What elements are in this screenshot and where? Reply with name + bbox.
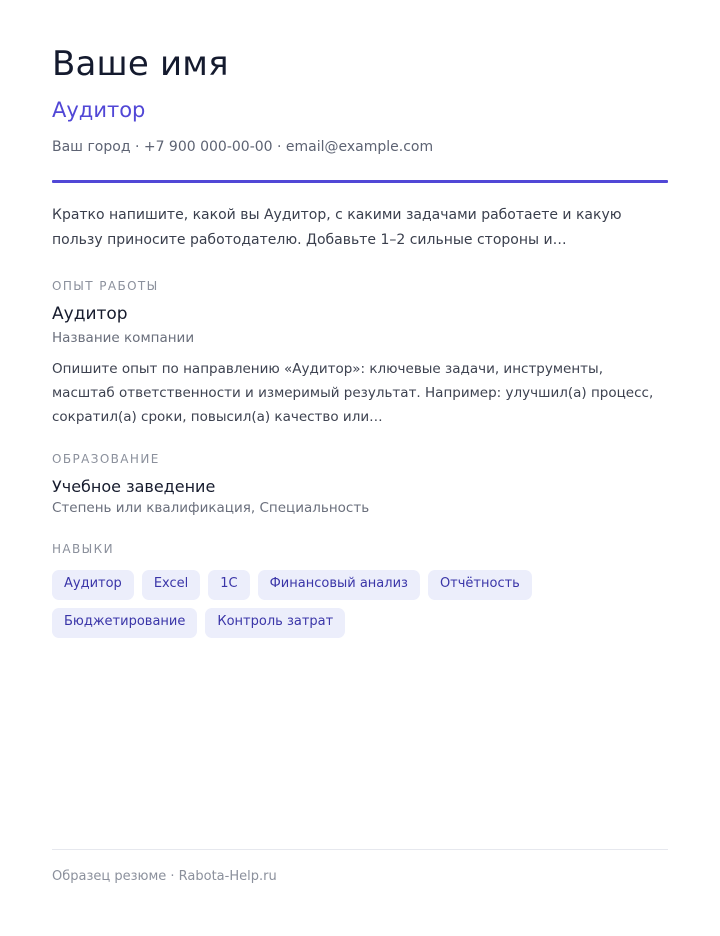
footer-text: Образец резюме · Rabota-Help.ru	[52, 869, 277, 884]
skill-chip: 1С	[208, 570, 249, 600]
skill-chip: Бюджетирование	[52, 608, 197, 638]
skills-section-title: НАВЫКИ	[52, 542, 114, 556]
contact-line: Ваш город · +7 900 000-00-00 · email@example.com	[52, 139, 434, 155]
education-details: Степень или квалификация, Специальность	[52, 500, 370, 516]
experience-section-title: ОПЫТ РАБОТЫ	[52, 279, 159, 293]
job-position: Аудитор	[52, 304, 128, 324]
education-section-title: ОБРАЗОВАНИЕ	[52, 452, 160, 466]
skill-chip: Отчётность	[428, 570, 532, 600]
skills-list	[52, 570, 668, 638]
skill-chip: Контроль затрат	[205, 608, 345, 638]
accent-divider	[52, 180, 668, 183]
skill-chip: Excel	[142, 570, 200, 600]
skill-chip: Финансовый анализ	[258, 570, 420, 600]
company-name: Название компании	[52, 330, 195, 346]
candidate-name: Ваше имя	[52, 44, 229, 84]
job-description: Опишите опыт по направлению «Аудитор»: ключевые задачи, инструменты, масштаб ответственности и измеримый результат. Например: улучшил(а) процесс, сократил(а) сроки, повысил(а) качество или…	[52, 361, 654, 425]
candidate-role: Аудитор	[52, 98, 146, 122]
summary-text: Кратко напишите, какой вы Аудитор, с какими задачами работаете и какую пользу приносите работодателю. Добавьте 1–2 сильные стороны и…	[52, 207, 622, 248]
education-institution: Учебное заведение	[52, 477, 216, 496]
skill-chip: Аудитор	[52, 570, 134, 600]
footer-divider	[52, 849, 668, 850]
